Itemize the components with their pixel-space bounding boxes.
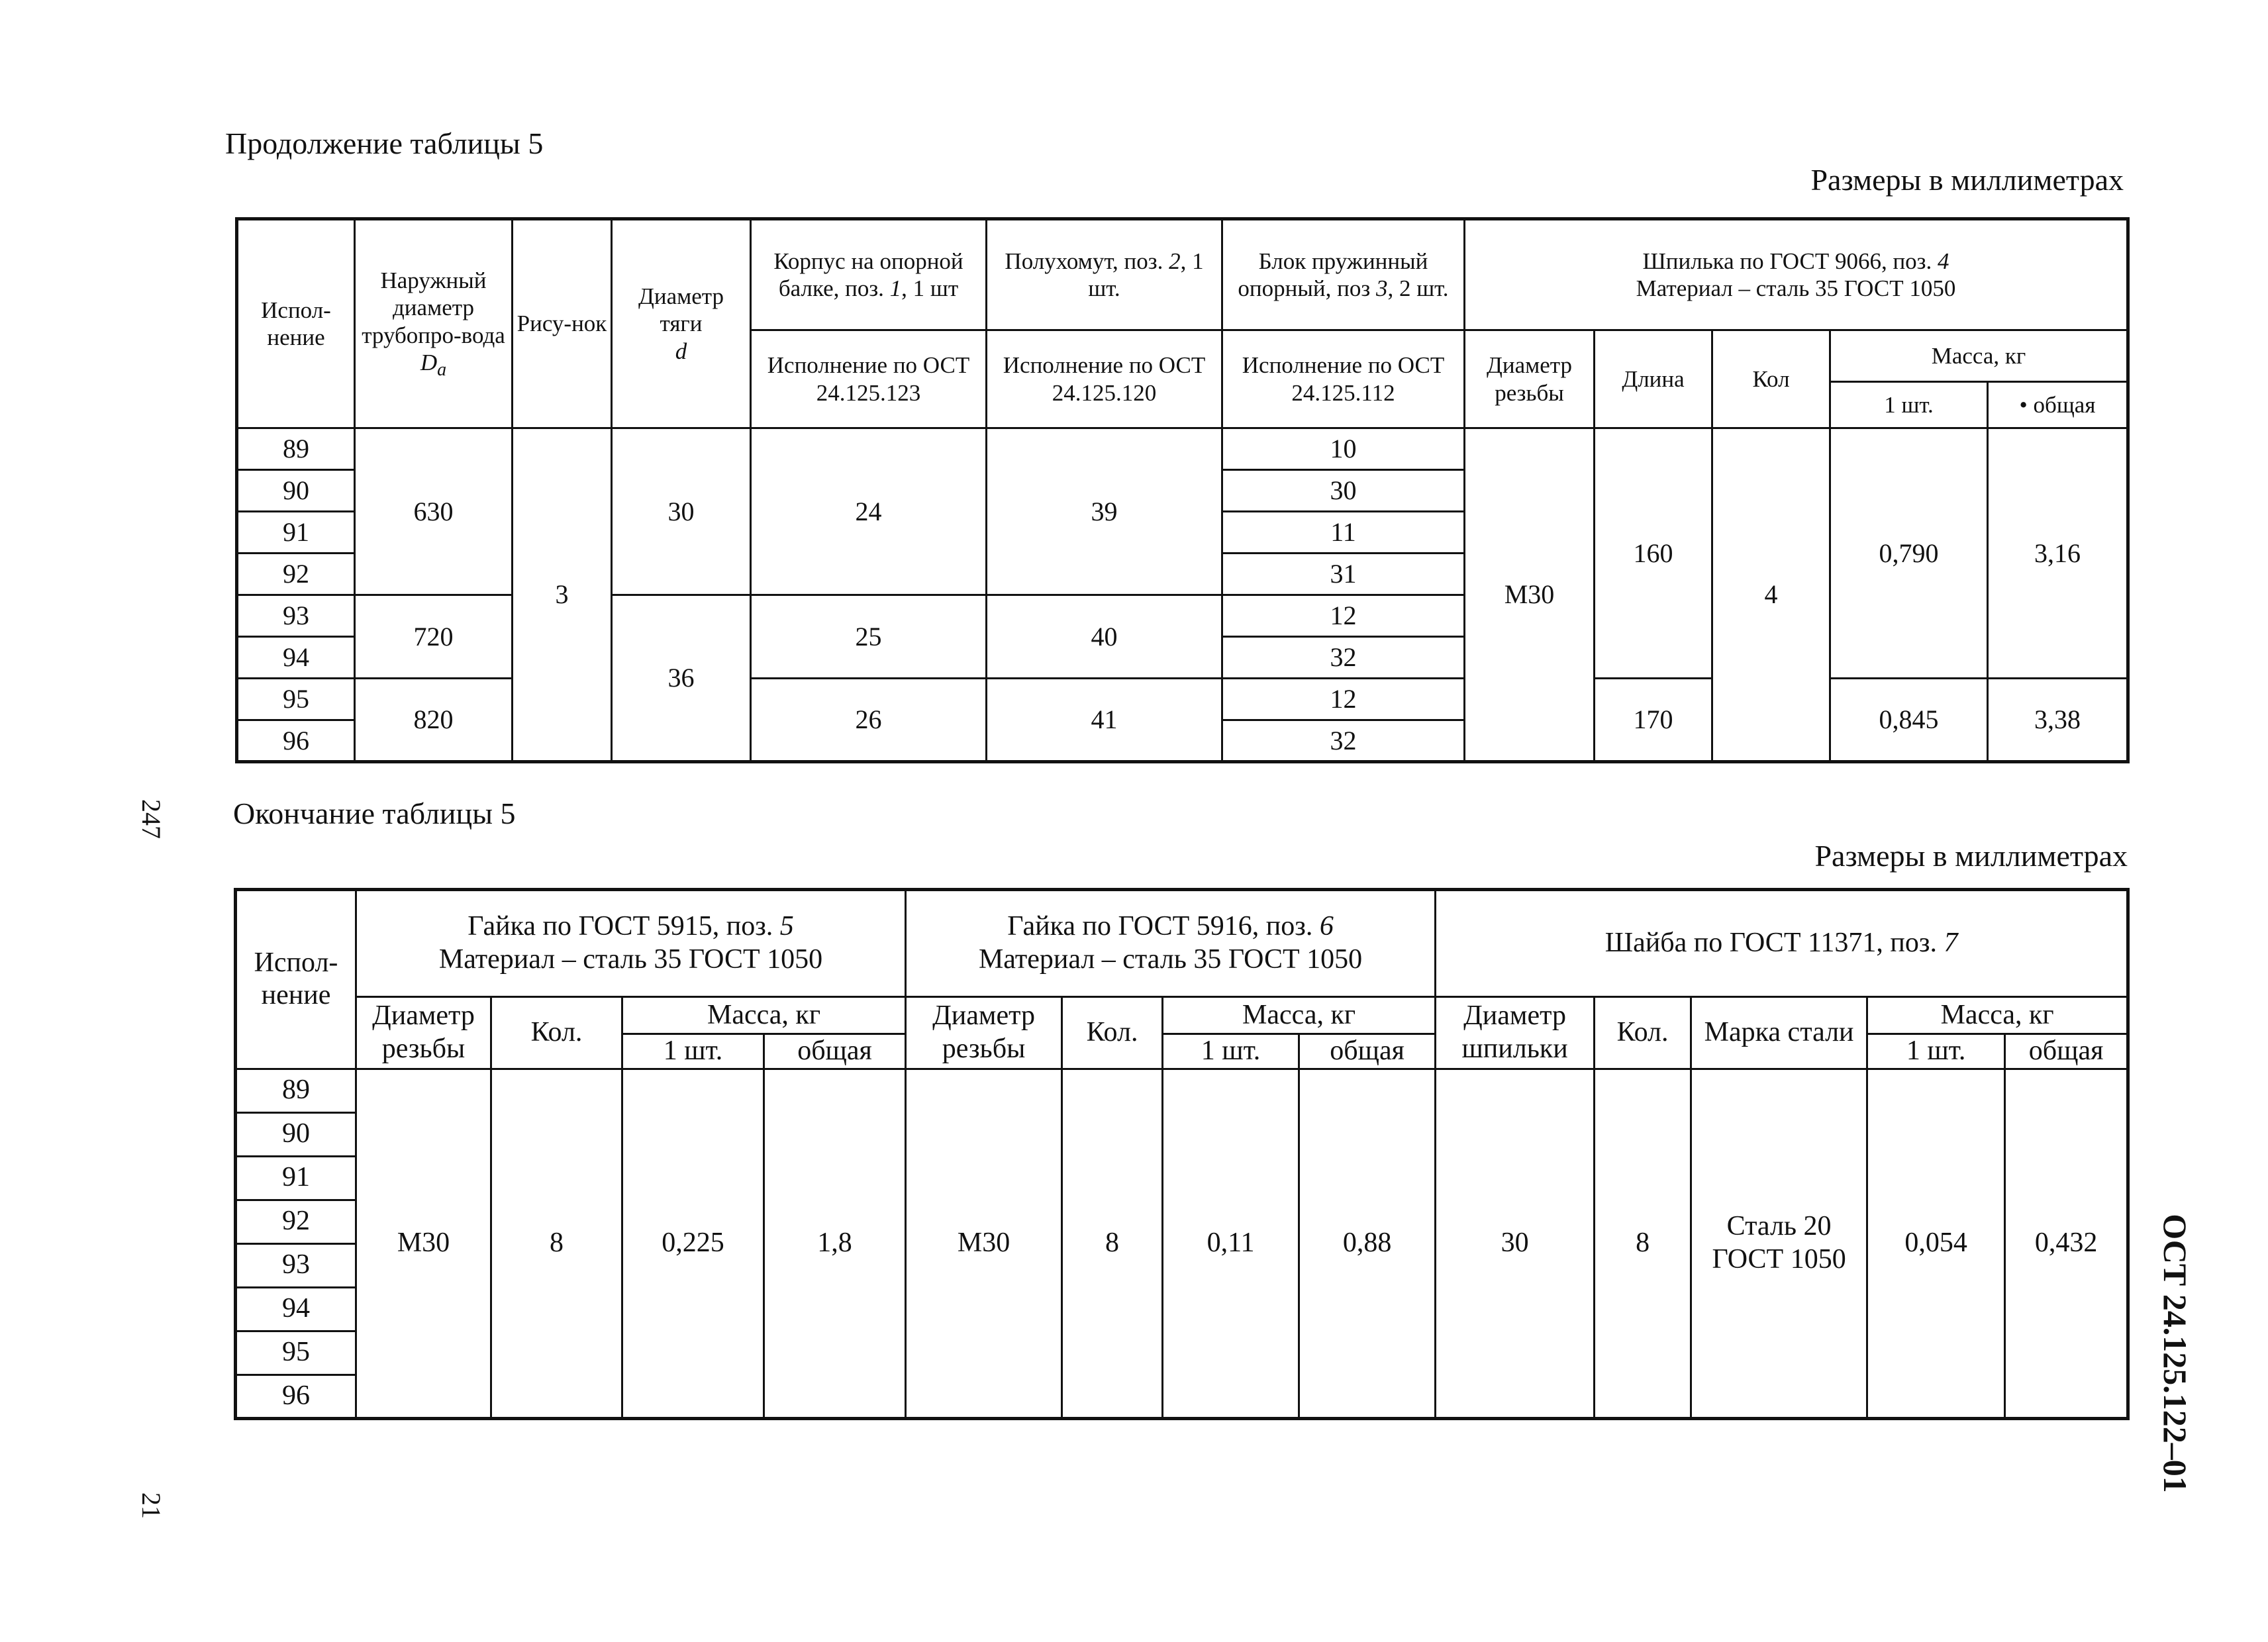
ispolnenie-cell: 91 [236,1156,356,1200]
diametr-tyagi-cell: 36 [612,595,751,762]
ispolnenie-cell: 92 [236,1200,356,1243]
ispolnenie-cell: 90 [237,470,355,512]
header-dlina: Длина [1595,330,1712,428]
table1-units: Размеры в миллиметрах [1810,163,2124,197]
outer-diameter-cell: 820 [355,679,513,762]
header-diametr-tyagi-label: Диаметр тяги [638,283,724,337]
shayba-kol-cell: 8 [1595,1069,1691,1418]
header-shayba-massa: Масса, кг [1867,997,2128,1034]
header-gayka1-massa-1sht: 1 шт. [622,1034,764,1069]
header-diametr-tyagi [612,219,751,428]
header-gayka-5915-line1: Гайка по ГОСТ 5915, поз. 5 [468,911,794,942]
shpilka-massa-obsh-cell: 3,38 [1988,679,2128,762]
shpilka-diametr-cell: М30 [1465,428,1595,762]
header-polukhomut-ost: Исполнение по ОСТ 24.125.120 [987,330,1222,428]
header-ispolnenie: Испол-нение [237,219,355,428]
header-gayka2-massa-1sht: 1 шт. [1163,1034,1299,1069]
header-gayka1-massa-obshaya: общая [764,1034,906,1069]
ispolnenie-cell: 89 [237,428,355,470]
table1 [235,217,2130,763]
header-shpilka-line1: Шпилька по ГОСТ 9066, поз. 4 [1642,248,1949,274]
shpilka-massa-obsh-cell: 3,16 [1988,428,2128,679]
outer-diameter-cell: 630 [355,428,513,595]
header-blok-ost: Исполнение по ОСТ 24.125.112 [1222,330,1465,428]
blok-cell: 31 [1222,554,1465,595]
ispolnenie-cell: 96 [236,1375,356,1418]
ispolnenie-cell: 89 [236,1069,356,1112]
header-shayba-massa-1sht: 1 шт. [1867,1034,2005,1069]
header-massa: Масса, кг [1830,330,2128,382]
header-outer-diameter-symbol: $D_a$ [420,349,447,380]
polukhomut-cell: 41 [987,679,1222,762]
header-shpilka [1465,219,2128,330]
header-outer-diameter-label: Наружный диаметр трубопро-вода [362,267,505,348]
header-gayka2-kol: Кол. [1062,997,1163,1069]
header-risunok: Рису-нок [513,219,612,428]
header-polukhomut: Полухомут, поз. 2, 1 шт. [987,219,1222,330]
shayba-massa-1-cell: 0,054 [1867,1069,2005,1418]
outer-diameter-cell: 720 [355,595,513,679]
header-blok: Блок пружинный опорный, поз 3, 2 шт. [1222,219,1465,330]
shpilka-massa-1-cell: 0,790 [1830,428,1988,679]
blok-cell: 12 [1222,679,1465,720]
header-gayka2-diametr: Диаметр резьбы [906,997,1062,1069]
shayba-massa-obsh-cell: 0,432 [2005,1069,2128,1418]
korpus-cell: 26 [751,679,987,762]
blok-cell: 10 [1222,428,1465,470]
table2-caption: Окончание таблицы 5 [233,797,516,830]
header-shayba-marka: Марка стали [1691,997,1867,1069]
polukhomut-cell: 39 [987,428,1222,595]
polukhomut-cell: 40 [987,595,1222,679]
header-ispolnenie: Испол-нение [236,890,356,1069]
diametr-tyagi-cell: 30 [612,428,751,595]
shpilka-dlina-cell: 170 [1595,679,1712,762]
header-gayka-5915 [356,890,906,997]
korpus-cell: 24 [751,428,987,595]
header-korpus-ost: Исполнение по ОСТ 24.125.123 [751,330,987,428]
header-korpus: Корпус на опорной балке, поз. 1, 1 шт [751,219,987,330]
shpilka-dlina-cell: 160 [1595,428,1712,679]
shayba-marka-line2: ГОСТ 1050 [1712,1243,1846,1275]
shayba-marka-line1: Сталь 20 [1726,1211,1832,1241]
header-gayka2-massa: Масса, кг [1163,997,1436,1034]
blok-cell: 12 [1222,595,1465,637]
table2 [234,888,2130,1420]
ispolnenie-cell: 92 [237,554,355,595]
header-gayka1-kol: Кол. [491,997,622,1069]
header-gayka-5916-line2: Материал – сталь 35 ГОСТ 1050 [978,944,1363,975]
blok-cell: 30 [1222,470,1465,512]
blok-cell: 32 [1222,637,1465,679]
header-massa-obshaya: • общая [1988,382,2128,428]
header-shayba-kol: Кол. [1595,997,1691,1069]
shayba-diametr-cell: 30 [1436,1069,1595,1418]
header-shayba-diametr: Диаметр шпильки [1436,997,1595,1069]
header-gayka-5916-line1: Гайка по ГОСТ 5916, поз. 6 [1007,911,1334,942]
table1-caption: Продолжение таблицы 5 [225,126,544,160]
header-shayba-massa-obshaya: общая [2005,1034,2128,1069]
shayba-marka-cell [1691,1069,1867,1418]
page-number-bottom: 21 [136,1492,166,1519]
gayka1-kol-cell: 8 [491,1069,622,1418]
page-number-top: 247 [136,799,166,839]
header-gayka2-massa-obshaya: общая [1299,1034,1436,1069]
header-gayka1-massa: Масса, кг [622,997,906,1034]
header-gayka-5915-line2: Материал – сталь 35 ГОСТ 1050 [438,944,823,975]
ispolnenie-cell: 90 [236,1112,356,1156]
gayka2-massa-1-cell: 0,11 [1163,1069,1299,1418]
blok-cell: 32 [1222,720,1465,762]
gayka2-diametr-cell: М30 [906,1069,1062,1418]
gayka1-massa-1-cell: 0,225 [622,1069,764,1418]
ispolnenie-cell: 93 [236,1243,356,1287]
ispolnenie-cell: 94 [237,637,355,679]
ispolnenie-cell: 95 [237,679,355,720]
header-diametr-tyagi-symbol: d [675,338,687,364]
header-shayba: Шайба по ГОСТ 11371, поз. 7 [1436,890,2128,997]
header-shpilka-line2: Материал – сталь 35 ГОСТ 1050 [1636,275,1956,301]
ispolnenie-cell: 93 [237,595,355,637]
blok-cell: 11 [1222,512,1465,554]
risunok-cell: 3 [513,428,612,762]
shpilka-kol-cell: 4 [1712,428,1830,762]
ispolnenie-cell: 96 [237,720,355,762]
header-massa-1sht: 1 шт. [1830,382,1988,428]
header-diametr-rezby: Диаметр резьбы [1465,330,1595,428]
header-gayka1-diametr: Диаметр резьбы [356,997,491,1069]
document-code: ОСТ 24.125.122–01 [2157,1214,2194,1493]
ispolnenie-cell: 95 [236,1331,356,1375]
gayka1-massa-obsh-cell: 1,8 [764,1069,906,1418]
table2-units: Размеры в миллиметрах [1814,839,2128,873]
ispolnenie-cell: 91 [237,512,355,554]
header-outer-diameter [355,219,513,428]
header-kol: Кол [1712,330,1830,428]
gayka2-massa-obsh-cell: 0,88 [1299,1069,1436,1418]
gayka2-kol-cell: 8 [1062,1069,1163,1418]
shpilka-massa-1-cell: 0,845 [1830,679,1988,762]
header-gayka-5916 [906,890,1436,997]
gayka1-diametr-cell: М30 [356,1069,491,1418]
ispolnenie-cell: 94 [236,1287,356,1331]
korpus-cell: 25 [751,595,987,679]
